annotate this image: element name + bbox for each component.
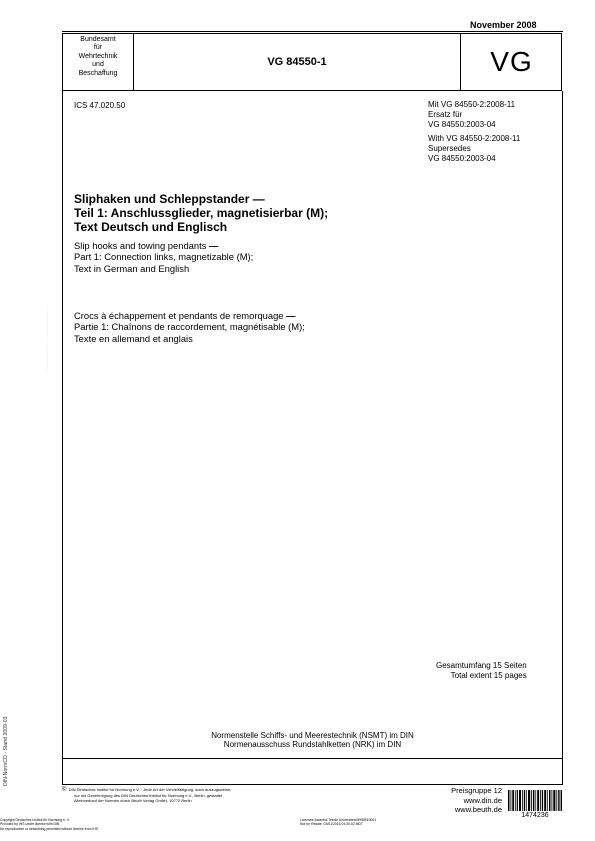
copyright-line2: nur mit Genehmigung des DIN Deutsches Institut für Normung e.V., Berlin, gestattet. bbox=[74, 793, 224, 799]
copyright-line3: Alleinverkauf der Normen durch Beuth Verlag GmbH, 10772 Berlin bbox=[74, 798, 192, 804]
title-fr-line1: Crocs à échappement et pendants de remorquage bbox=[74, 310, 284, 321]
issuer-cell bbox=[63, 34, 134, 90]
page-extent bbox=[436, 661, 527, 681]
supersedes-line: Ersatz für bbox=[428, 110, 463, 119]
din-url-link[interactable]: www.din.de bbox=[463, 795, 502, 805]
supersedes-line: Supersedes bbox=[428, 144, 471, 153]
title-dash: — bbox=[209, 240, 219, 251]
supersedes-line: VG 84550:2003-04 bbox=[428, 120, 496, 129]
copyright-line1: DIN Deutsches Institut für Normung e.V. · Jede Art der Vervielfältigung, auch auszugsweise, bbox=[68, 787, 232, 792]
title-dash: — bbox=[286, 310, 296, 321]
frame-right-rule bbox=[562, 91, 563, 784]
supersedes-en bbox=[428, 134, 558, 164]
supersedes-line: Mit VG 84550-2:2008-11 bbox=[428, 100, 516, 109]
supersedes-line: With VG 84550-2:2008-11 bbox=[428, 134, 521, 143]
title-en-line2: Part 1: Connection links, magnetizable (M); bbox=[74, 251, 254, 263]
supersedes-de bbox=[428, 100, 558, 130]
side-stamp: DIN-NormCD - Stand 2009-03 bbox=[3, 716, 9, 786]
title-fr-line3: Texte en allemand et anglais bbox=[74, 332, 193, 344]
beuth-url-link[interactable]: www.beuth.de bbox=[454, 805, 502, 814]
extent-de: Gesamtumfang 15 Seiten bbox=[436, 661, 527, 670]
license-line: No reproduction or networking permitted without license from IHS bbox=[0, 826, 98, 831]
license-line: Provided by IHS under license with DIN bbox=[0, 822, 60, 827]
title-en-line3: Text in German and English bbox=[74, 262, 190, 274]
barcode-number: 1474236 bbox=[521, 812, 549, 819]
title-fr-line2: Partie 1: Chaînons de raccordement, magnétisable (M); bbox=[74, 321, 305, 333]
issuer-line: für bbox=[93, 44, 103, 52]
issuer-line: Bundesamt bbox=[80, 36, 116, 43]
issue-date: November 2008 bbox=[470, 20, 537, 30]
header-table bbox=[62, 33, 562, 91]
title-de-line1: Sliphaken und Schleppstander bbox=[74, 192, 250, 206]
title-de-line3: Text Deutsch und Englisch bbox=[74, 220, 228, 234]
vg-logo: VG bbox=[460, 34, 562, 90]
frame-bottom-rule bbox=[62, 758, 563, 759]
copyright-symbol: © bbox=[62, 787, 67, 793]
title-german bbox=[74, 192, 554, 234]
barcode-icon bbox=[508, 790, 562, 811]
title-english bbox=[74, 240, 554, 274]
extent-en: Total extent 15 pages bbox=[450, 671, 527, 680]
license-notice-left bbox=[0, 818, 98, 831]
committee-block bbox=[62, 731, 563, 749]
license-line: Not for Resale, 03/01/2016 04:30:02 MDT bbox=[300, 822, 363, 827]
title-french bbox=[74, 310, 554, 344]
frame-left-rule bbox=[62, 91, 63, 784]
license-line: Copyright Deutsches Institut für Normung e. V. bbox=[0, 818, 70, 822]
title-en-line1: Slip hooks and towing pendants bbox=[74, 240, 207, 251]
issuer-line: Wehrtechnik bbox=[78, 52, 118, 60]
price-group: Preisgruppe 12 bbox=[451, 786, 502, 795]
frame-bottom-rule-2 bbox=[62, 784, 563, 785]
supersedes-line: VG 84550:2003-04 bbox=[428, 154, 496, 163]
issuer-line: und bbox=[92, 61, 104, 69]
title-de-line2: Teil 1: Anschlussglieder, magnetisierbar (M); bbox=[74, 206, 329, 220]
standard-number: VG 84550-1 bbox=[267, 56, 327, 68]
title-dash: — bbox=[252, 192, 265, 206]
issuer-line: Beschaffung bbox=[78, 69, 118, 77]
committee-line: Normenausschuss Rundstahlketten (NRK) im DIN bbox=[223, 740, 402, 749]
committee-line: Normenstelle Schiffs- und Meerestechnik (NSMT) im DIN bbox=[211, 731, 414, 740]
header-rule bbox=[62, 31, 563, 32]
supersedes-block bbox=[428, 100, 558, 164]
license-notice-right bbox=[300, 818, 376, 827]
price-block bbox=[424, 786, 502, 815]
copyright-notice bbox=[62, 787, 352, 804]
license-line: Licensee=Istanbul Teknik Universitesi/5958919001 bbox=[300, 818, 377, 822]
side-dots: ............................... bbox=[44, 304, 49, 370]
ics-code: ICS 47.020.50 bbox=[74, 101, 126, 110]
